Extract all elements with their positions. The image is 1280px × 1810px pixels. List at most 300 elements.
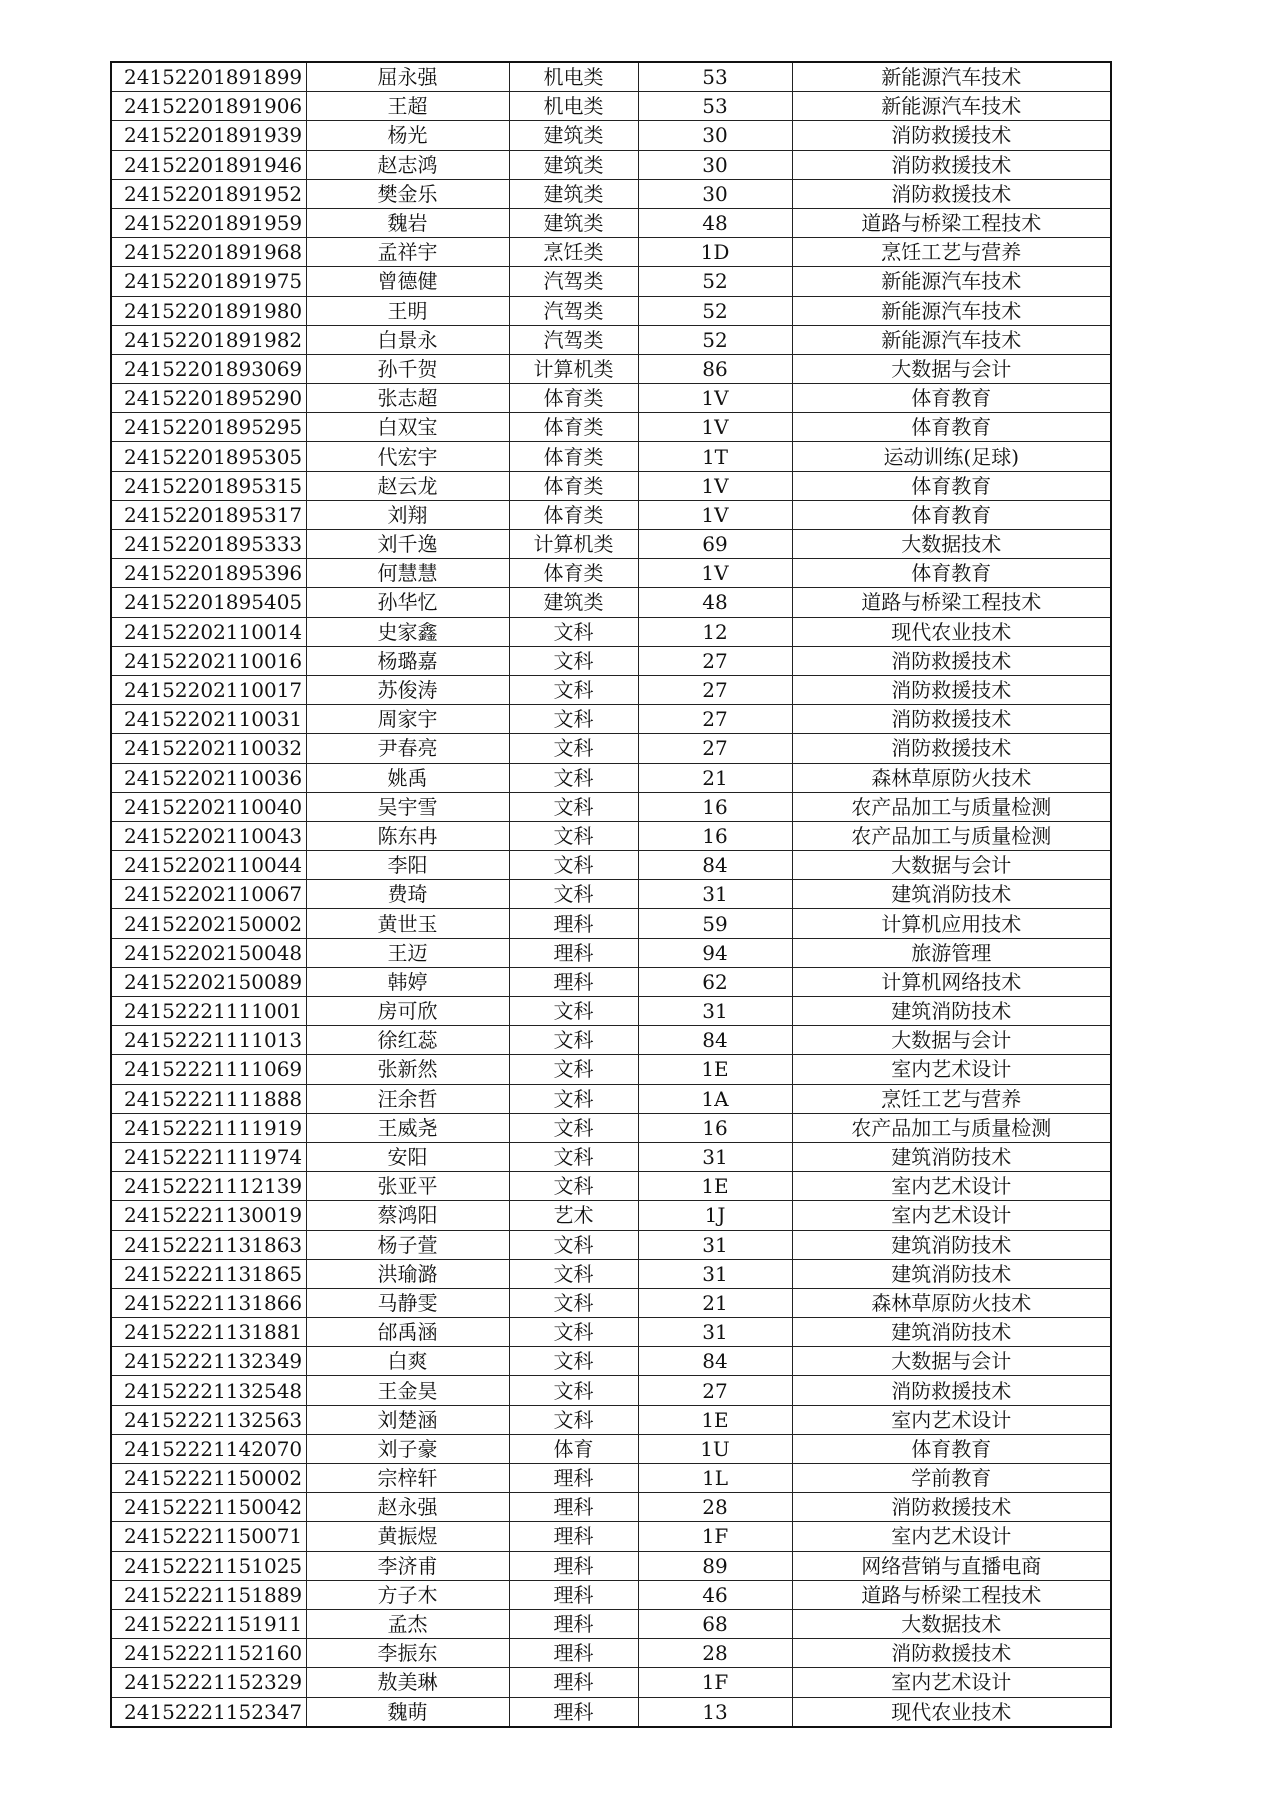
code-cell: 1V xyxy=(638,384,792,413)
id-cell: 24152202110067 xyxy=(111,880,306,909)
name-cell: 张亚平 xyxy=(306,1172,509,1201)
code-cell: 1F xyxy=(638,1522,792,1551)
category-cell: 文科 xyxy=(509,851,638,880)
code-cell: 21 xyxy=(638,1288,792,1317)
category-cell: 理科 xyxy=(509,1464,638,1493)
major-cell: 大数据技术 xyxy=(792,530,1111,559)
name-cell: 樊金乐 xyxy=(306,179,509,208)
name-cell: 白景永 xyxy=(306,325,509,354)
code-cell: 12 xyxy=(638,617,792,646)
table-row xyxy=(111,1347,1111,1376)
id-cell: 24152201891952 xyxy=(111,179,306,208)
category-cell: 文科 xyxy=(509,1230,638,1259)
table-row xyxy=(111,1288,1111,1317)
name-cell: 杨光 xyxy=(306,121,509,150)
major-cell: 道路与桥梁工程技术 xyxy=(792,588,1111,617)
name-cell: 刘翔 xyxy=(306,500,509,529)
major-cell: 现代农业技术 xyxy=(792,1697,1111,1727)
name-cell: 刘子豪 xyxy=(306,1434,509,1463)
category-cell: 文科 xyxy=(509,646,638,675)
id-cell: 24152221112139 xyxy=(111,1172,306,1201)
table-row xyxy=(111,821,1111,850)
name-cell: 何慧慧 xyxy=(306,559,509,588)
category-cell: 文科 xyxy=(509,1113,638,1142)
code-cell: 1V xyxy=(638,413,792,442)
id-cell: 24152201895290 xyxy=(111,384,306,413)
id-cell: 24152221142070 xyxy=(111,1434,306,1463)
category-cell: 烹饪类 xyxy=(509,238,638,267)
code-cell: 30 xyxy=(638,121,792,150)
category-cell: 理科 xyxy=(509,967,638,996)
name-cell: 姚禹 xyxy=(306,763,509,792)
major-cell: 新能源汽车技术 xyxy=(792,267,1111,296)
table-row xyxy=(111,1201,1111,1230)
table-row xyxy=(111,1318,1111,1347)
code-cell: 84 xyxy=(638,1347,792,1376)
id-cell: 24152221111001 xyxy=(111,997,306,1026)
major-cell: 消防救援技术 xyxy=(792,121,1111,150)
name-cell: 刘楚涵 xyxy=(306,1405,509,1434)
id-cell: 24152202110044 xyxy=(111,851,306,880)
category-cell: 文科 xyxy=(509,1084,638,1113)
table-row xyxy=(111,325,1111,354)
table-row xyxy=(111,938,1111,967)
major-cell: 烹饪工艺与营养 xyxy=(792,1084,1111,1113)
code-cell: 62 xyxy=(638,967,792,996)
table-row xyxy=(111,384,1111,413)
table-row xyxy=(111,675,1111,704)
major-cell: 消防救援技术 xyxy=(792,150,1111,179)
category-cell: 文科 xyxy=(509,880,638,909)
code-cell: 16 xyxy=(638,821,792,850)
category-cell: 文科 xyxy=(509,1347,638,1376)
name-cell: 王明 xyxy=(306,296,509,325)
name-cell: 房可欣 xyxy=(306,997,509,1026)
table-row xyxy=(111,471,1111,500)
admission-list-table xyxy=(110,61,1112,1728)
major-cell: 消防救援技术 xyxy=(792,1639,1111,1668)
name-cell: 魏萌 xyxy=(306,1697,509,1727)
name-cell: 曾德健 xyxy=(306,267,509,296)
name-cell: 史家鑫 xyxy=(306,617,509,646)
major-cell: 体育教育 xyxy=(792,559,1111,588)
major-cell: 网络营销与直播电商 xyxy=(792,1551,1111,1580)
code-cell: 53 xyxy=(638,62,792,92)
name-cell: 白爽 xyxy=(306,1347,509,1376)
major-cell: 室内艺术设计 xyxy=(792,1668,1111,1697)
table-row xyxy=(111,354,1111,383)
code-cell: 53 xyxy=(638,92,792,121)
category-cell: 文科 xyxy=(509,821,638,850)
table-row xyxy=(111,646,1111,675)
name-cell: 杨璐嘉 xyxy=(306,646,509,675)
table-row xyxy=(111,559,1111,588)
name-cell: 王迈 xyxy=(306,938,509,967)
code-cell: 1J xyxy=(638,1201,792,1230)
category-cell: 文科 xyxy=(509,675,638,704)
id-cell: 24152201895317 xyxy=(111,500,306,529)
table-row xyxy=(111,1697,1111,1727)
id-cell: 24152221130019 xyxy=(111,1201,306,1230)
name-cell: 邰禹涵 xyxy=(306,1318,509,1347)
table-row xyxy=(111,121,1111,150)
name-cell: 汪余哲 xyxy=(306,1084,509,1113)
code-cell: 1A xyxy=(638,1084,792,1113)
table-row xyxy=(111,208,1111,237)
major-cell: 建筑消防技术 xyxy=(792,1318,1111,1347)
id-cell: 24152221151025 xyxy=(111,1551,306,1580)
code-cell: 31 xyxy=(638,1230,792,1259)
id-cell: 24152221111888 xyxy=(111,1084,306,1113)
id-cell: 24152221152329 xyxy=(111,1668,306,1697)
major-cell: 大数据与会计 xyxy=(792,1026,1111,1055)
major-cell: 体育教育 xyxy=(792,384,1111,413)
major-cell: 大数据技术 xyxy=(792,1609,1111,1638)
major-cell: 学前教育 xyxy=(792,1464,1111,1493)
table-row xyxy=(111,238,1111,267)
code-cell: 1D xyxy=(638,238,792,267)
category-cell: 汽驾类 xyxy=(509,325,638,354)
id-cell: 24152201895333 xyxy=(111,530,306,559)
code-cell: 1F xyxy=(638,1668,792,1697)
id-cell: 24152221111069 xyxy=(111,1055,306,1084)
id-cell: 24152201895396 xyxy=(111,559,306,588)
name-cell: 孟祥宇 xyxy=(306,238,509,267)
code-cell: 52 xyxy=(638,267,792,296)
name-cell: 赵永强 xyxy=(306,1493,509,1522)
table-row xyxy=(111,734,1111,763)
name-cell: 王超 xyxy=(306,92,509,121)
name-cell: 陈东冉 xyxy=(306,821,509,850)
table-row xyxy=(111,851,1111,880)
id-cell: 24152202110043 xyxy=(111,821,306,850)
category-cell: 理科 xyxy=(509,1580,638,1609)
table-row xyxy=(111,617,1111,646)
code-cell: 52 xyxy=(638,325,792,354)
id-cell: 24152221131863 xyxy=(111,1230,306,1259)
major-cell: 体育教育 xyxy=(792,471,1111,500)
code-cell: 28 xyxy=(638,1493,792,1522)
id-cell: 24152221132563 xyxy=(111,1405,306,1434)
code-cell: 27 xyxy=(638,675,792,704)
id-cell: 24152201891939 xyxy=(111,121,306,150)
category-cell: 体育类 xyxy=(509,413,638,442)
name-cell: 代宏宇 xyxy=(306,442,509,471)
table-row xyxy=(111,1259,1111,1288)
table-row xyxy=(111,1405,1111,1434)
id-cell: 24152202150048 xyxy=(111,938,306,967)
id-cell: 24152202150089 xyxy=(111,967,306,996)
category-cell: 计算机类 xyxy=(509,354,638,383)
name-cell: 李振东 xyxy=(306,1639,509,1668)
name-cell: 王威尧 xyxy=(306,1113,509,1142)
name-cell: 李济甫 xyxy=(306,1551,509,1580)
major-cell: 新能源汽车技术 xyxy=(792,325,1111,354)
code-cell: 28 xyxy=(638,1639,792,1668)
name-cell: 费琦 xyxy=(306,880,509,909)
code-cell: 13 xyxy=(638,1697,792,1727)
table-row xyxy=(111,588,1111,617)
name-cell: 赵云龙 xyxy=(306,471,509,500)
major-cell: 新能源汽车技术 xyxy=(792,62,1111,92)
major-cell: 烹饪工艺与营养 xyxy=(792,238,1111,267)
name-cell: 马静雯 xyxy=(306,1288,509,1317)
code-cell: 30 xyxy=(638,179,792,208)
id-cell: 24152202110014 xyxy=(111,617,306,646)
name-cell: 白双宝 xyxy=(306,413,509,442)
category-cell: 机电类 xyxy=(509,62,638,92)
code-cell: 52 xyxy=(638,296,792,325)
table-row xyxy=(111,967,1111,996)
major-cell: 旅游管理 xyxy=(792,938,1111,967)
code-cell: 16 xyxy=(638,792,792,821)
code-cell: 31 xyxy=(638,1318,792,1347)
id-cell: 24152201895305 xyxy=(111,442,306,471)
name-cell: 杨子萱 xyxy=(306,1230,509,1259)
major-cell: 体育教育 xyxy=(792,413,1111,442)
major-cell: 消防救援技术 xyxy=(792,1493,1111,1522)
table-row xyxy=(111,413,1111,442)
major-cell: 消防救援技术 xyxy=(792,1376,1111,1405)
major-cell: 大数据与会计 xyxy=(792,1347,1111,1376)
table-row xyxy=(111,792,1111,821)
category-cell: 理科 xyxy=(509,1493,638,1522)
id-cell: 24152201891959 xyxy=(111,208,306,237)
code-cell: 21 xyxy=(638,763,792,792)
id-cell: 24152221150042 xyxy=(111,1493,306,1522)
id-cell: 24152221131866 xyxy=(111,1288,306,1317)
major-cell: 大数据与会计 xyxy=(792,851,1111,880)
category-cell: 文科 xyxy=(509,1172,638,1201)
category-cell: 理科 xyxy=(509,909,638,938)
name-cell: 洪瑜潞 xyxy=(306,1259,509,1288)
code-cell: 1U xyxy=(638,1434,792,1463)
name-cell: 韩婷 xyxy=(306,967,509,996)
table-row xyxy=(111,62,1111,92)
name-cell: 孟杰 xyxy=(306,1609,509,1638)
table-row xyxy=(111,763,1111,792)
name-cell: 敖美琳 xyxy=(306,1668,509,1697)
name-cell: 刘千逸 xyxy=(306,530,509,559)
category-cell: 汽驾类 xyxy=(509,296,638,325)
id-cell: 24152202110036 xyxy=(111,763,306,792)
code-cell: 1E xyxy=(638,1055,792,1084)
table-row xyxy=(111,530,1111,559)
code-cell: 16 xyxy=(638,1113,792,1142)
id-cell: 24152201895315 xyxy=(111,471,306,500)
major-cell: 新能源汽车技术 xyxy=(792,296,1111,325)
major-cell: 新能源汽车技术 xyxy=(792,92,1111,121)
major-cell: 消防救援技术 xyxy=(792,705,1111,734)
category-cell: 文科 xyxy=(509,734,638,763)
major-cell: 体育教育 xyxy=(792,1434,1111,1463)
major-cell: 农产品加工与质量检测 xyxy=(792,1113,1111,1142)
category-cell: 机电类 xyxy=(509,92,638,121)
major-cell: 建筑消防技术 xyxy=(792,1259,1111,1288)
code-cell: 31 xyxy=(638,880,792,909)
table-row xyxy=(111,1609,1111,1638)
code-cell: 1E xyxy=(638,1405,792,1434)
table-row xyxy=(111,1522,1111,1551)
id-cell: 24152201891980 xyxy=(111,296,306,325)
table-row xyxy=(111,267,1111,296)
major-cell: 体育教育 xyxy=(792,500,1111,529)
name-cell: 王金昊 xyxy=(306,1376,509,1405)
category-cell: 理科 xyxy=(509,1609,638,1638)
name-cell: 周家宇 xyxy=(306,705,509,734)
category-cell: 理科 xyxy=(509,1522,638,1551)
table-row xyxy=(111,1026,1111,1055)
id-cell: 24152202110016 xyxy=(111,646,306,675)
major-cell: 建筑消防技术 xyxy=(792,1230,1111,1259)
category-cell: 建筑类 xyxy=(509,121,638,150)
major-cell: 室内艺术设计 xyxy=(792,1405,1111,1434)
id-cell: 24152221132349 xyxy=(111,1347,306,1376)
name-cell: 黄世玉 xyxy=(306,909,509,938)
code-cell: 68 xyxy=(638,1609,792,1638)
code-cell: 84 xyxy=(638,1026,792,1055)
category-cell: 体育类 xyxy=(509,384,638,413)
major-cell: 消防救援技术 xyxy=(792,675,1111,704)
code-cell: 48 xyxy=(638,208,792,237)
major-cell: 运动训练(足球) xyxy=(792,442,1111,471)
category-cell: 体育类 xyxy=(509,471,638,500)
id-cell: 24152221152160 xyxy=(111,1639,306,1668)
code-cell: 89 xyxy=(638,1551,792,1580)
category-cell: 理科 xyxy=(509,1697,638,1727)
name-cell: 屈永强 xyxy=(306,62,509,92)
major-cell: 农产品加工与质量检测 xyxy=(792,821,1111,850)
id-cell: 24152201891946 xyxy=(111,150,306,179)
category-cell: 文科 xyxy=(509,763,638,792)
category-cell: 文科 xyxy=(509,1318,638,1347)
name-cell: 安阳 xyxy=(306,1142,509,1171)
id-cell: 24152221132548 xyxy=(111,1376,306,1405)
table-row xyxy=(111,296,1111,325)
major-cell: 室内艺术设计 xyxy=(792,1201,1111,1230)
category-cell: 文科 xyxy=(509,1055,638,1084)
code-cell: 1V xyxy=(638,559,792,588)
code-cell: 1V xyxy=(638,500,792,529)
major-cell: 森林草原防火技术 xyxy=(792,763,1111,792)
id-cell: 24152201891906 xyxy=(111,92,306,121)
id-cell: 24152221151911 xyxy=(111,1609,306,1638)
table-row xyxy=(111,1084,1111,1113)
category-cell: 文科 xyxy=(509,1142,638,1171)
code-cell: 31 xyxy=(638,1142,792,1171)
major-cell: 建筑消防技术 xyxy=(792,997,1111,1026)
table-row xyxy=(111,442,1111,471)
name-cell: 孙华忆 xyxy=(306,588,509,617)
code-cell: 30 xyxy=(638,150,792,179)
id-cell: 24152202110032 xyxy=(111,734,306,763)
name-cell: 李阳 xyxy=(306,851,509,880)
category-cell: 理科 xyxy=(509,1668,638,1697)
code-cell: 1L xyxy=(638,1464,792,1493)
category-cell: 文科 xyxy=(509,792,638,821)
category-cell: 建筑类 xyxy=(509,150,638,179)
major-cell: 消防救援技术 xyxy=(792,179,1111,208)
major-cell: 现代农业技术 xyxy=(792,617,1111,646)
code-cell: 94 xyxy=(638,938,792,967)
table-row xyxy=(111,705,1111,734)
id-cell: 24152221111013 xyxy=(111,1026,306,1055)
major-cell: 室内艺术设计 xyxy=(792,1055,1111,1084)
code-cell: 46 xyxy=(638,1580,792,1609)
table-row xyxy=(111,1464,1111,1493)
table-row xyxy=(111,1493,1111,1522)
table-row xyxy=(111,1551,1111,1580)
major-cell: 计算机应用技术 xyxy=(792,909,1111,938)
code-cell: 27 xyxy=(638,734,792,763)
id-cell: 24152202110031 xyxy=(111,705,306,734)
name-cell: 蔡鸿阳 xyxy=(306,1201,509,1230)
table-row xyxy=(111,997,1111,1026)
name-cell: 黄振煜 xyxy=(306,1522,509,1551)
table-body xyxy=(111,62,1111,1727)
category-cell: 文科 xyxy=(509,1405,638,1434)
major-cell: 建筑消防技术 xyxy=(792,1142,1111,1171)
id-cell: 24152221152347 xyxy=(111,1697,306,1727)
major-cell: 消防救援技术 xyxy=(792,646,1111,675)
name-cell: 张志超 xyxy=(306,384,509,413)
table-row xyxy=(111,92,1111,121)
table-row xyxy=(111,1668,1111,1697)
table-row xyxy=(111,1580,1111,1609)
id-cell: 24152202110040 xyxy=(111,792,306,821)
id-cell: 24152221151889 xyxy=(111,1580,306,1609)
code-cell: 31 xyxy=(638,997,792,1026)
id-cell: 24152221111919 xyxy=(111,1113,306,1142)
major-cell: 室内艺术设计 xyxy=(792,1172,1111,1201)
category-cell: 文科 xyxy=(509,997,638,1026)
id-cell: 24152202110017 xyxy=(111,675,306,704)
table-row xyxy=(111,179,1111,208)
major-cell: 室内艺术设计 xyxy=(792,1522,1111,1551)
name-cell: 苏俊涛 xyxy=(306,675,509,704)
id-cell: 24152201895295 xyxy=(111,413,306,442)
code-cell: 27 xyxy=(638,1376,792,1405)
category-cell: 理科 xyxy=(509,1551,638,1580)
category-cell: 文科 xyxy=(509,1376,638,1405)
code-cell: 27 xyxy=(638,705,792,734)
code-cell: 86 xyxy=(638,354,792,383)
id-cell: 24152201893069 xyxy=(111,354,306,383)
major-cell: 道路与桥梁工程技术 xyxy=(792,1580,1111,1609)
name-cell: 魏岩 xyxy=(306,208,509,237)
code-cell: 48 xyxy=(638,588,792,617)
category-cell: 建筑类 xyxy=(509,208,638,237)
major-cell: 道路与桥梁工程技术 xyxy=(792,208,1111,237)
category-cell: 计算机类 xyxy=(509,530,638,559)
code-cell: 84 xyxy=(638,851,792,880)
name-cell: 吴宇雪 xyxy=(306,792,509,821)
id-cell: 24152201891975 xyxy=(111,267,306,296)
major-cell: 森林草原防火技术 xyxy=(792,1288,1111,1317)
name-cell: 宗梓轩 xyxy=(306,1464,509,1493)
major-cell: 计算机网络技术 xyxy=(792,967,1111,996)
category-cell: 艺术 xyxy=(509,1201,638,1230)
table-row xyxy=(111,1142,1111,1171)
code-cell: 1T xyxy=(638,442,792,471)
code-cell: 1E xyxy=(638,1172,792,1201)
category-cell: 理科 xyxy=(509,1639,638,1668)
category-cell: 建筑类 xyxy=(509,179,638,208)
table-row xyxy=(111,500,1111,529)
table-row xyxy=(111,1434,1111,1463)
major-cell: 大数据与会计 xyxy=(792,354,1111,383)
category-cell: 体育类 xyxy=(509,500,638,529)
